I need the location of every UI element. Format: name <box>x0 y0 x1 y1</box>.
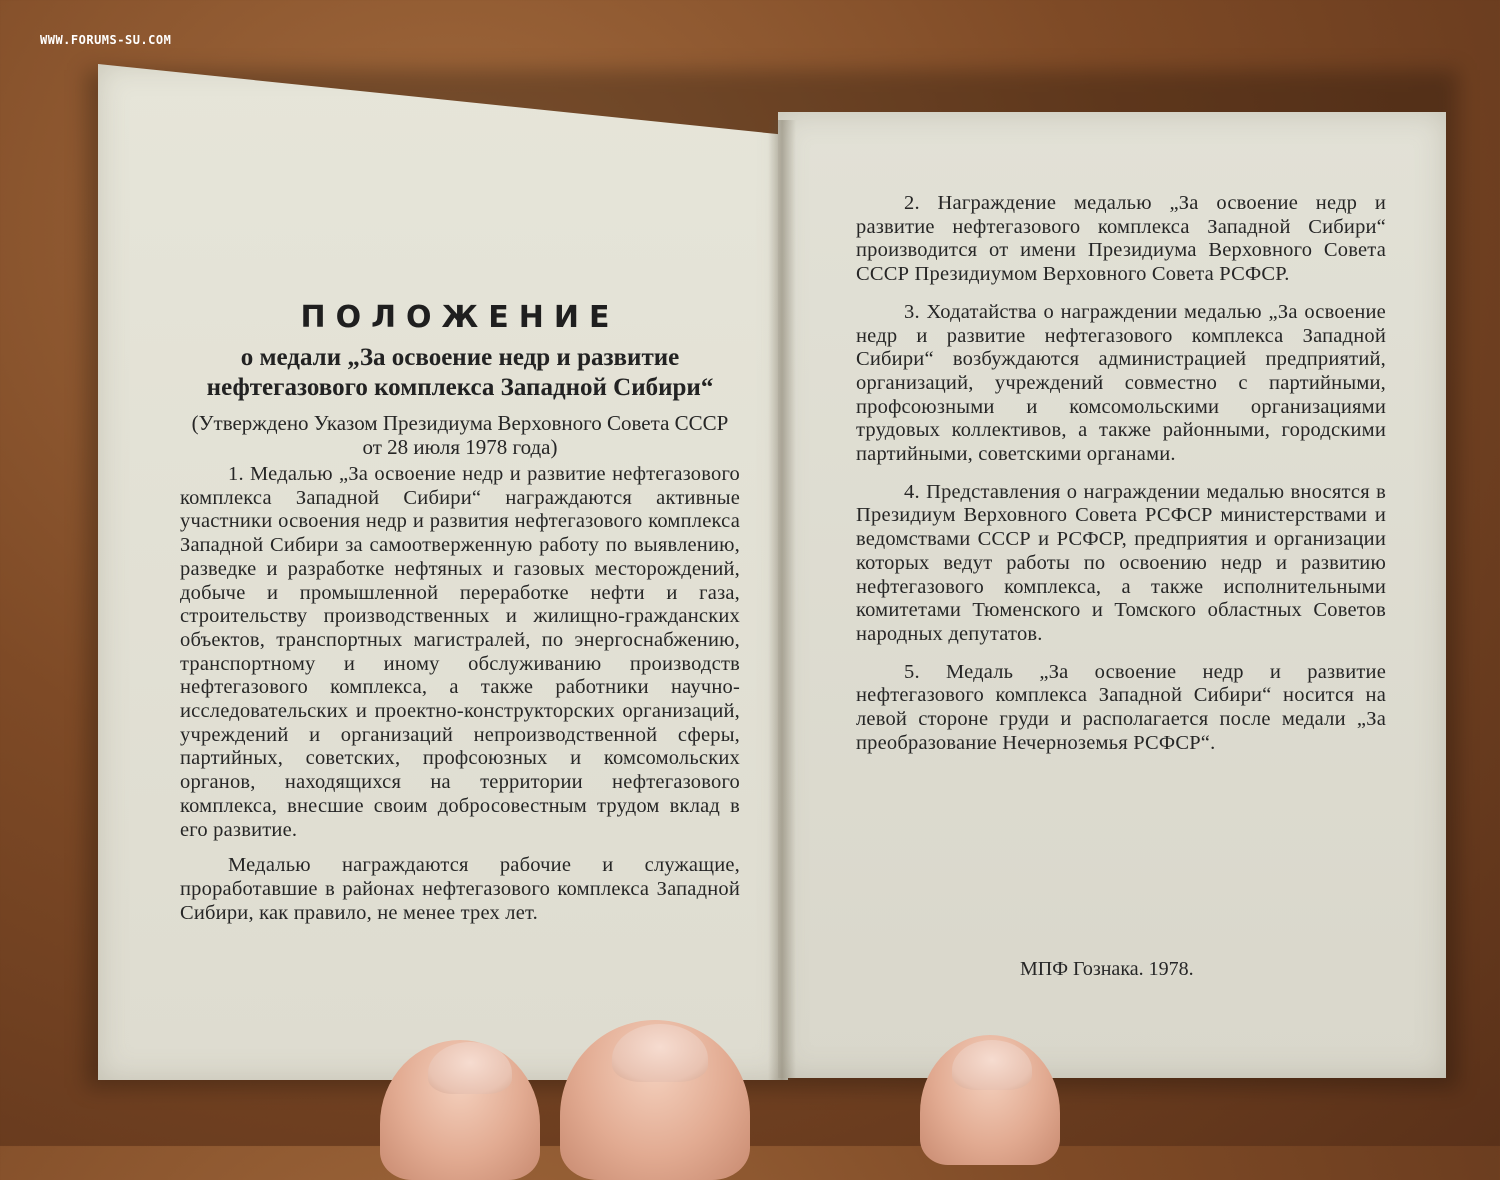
paragraph-1-continuation: Медалью награждаются рабочие и служащие, проработавшие в районах нефтегазового комплекса Западной Сибири, как правило, не менее трех лет. <box>180 854 740 924</box>
paragraph-4: 4. Представления о награждении медалью вносятся в Президиум Верховного Совета РСФСР министерствами и ведомствами СССР и РСФСР, предприятия и организации которых ведут работы по освоению недр и развитию нефтегазового комплекса, а также исполнительными комитетами Тюменского и Томского областных Советов народных депутатов. <box>856 480 1386 645</box>
left-page-text <box>180 300 740 925</box>
right-page-text <box>856 192 1386 755</box>
paragraph-2: 2. Награждение медалью „За освоение недр и развитие нефтегазового комплекса Западной Сибири“ производится от имени Президиума Верховного Совета СССР Президиумом Верховного Совета РСФСР. <box>856 192 1386 286</box>
approval-note: (Утверждено Указом Президиума Верховного Совета СССР от 28 июля 1978 года) <box>191 411 729 459</box>
book-gutter <box>768 120 796 1080</box>
watermark: WWW.FORUMS-SU.COM <box>40 33 172 47</box>
document-title: ПОЛОЖЕНИЕ <box>300 300 620 335</box>
paragraph-1: 1. Медалью „За освоение недр и развитие нефтегазового комплекса Западной Сибири“ награждаются активные участники освоения недр и развития нефтегазового комплекса Западной Сибири за самоотверженную работу по выявлению, разведке и разработке нефтяных и газовых месторождений, добыче и промышленной переработке нефти и газа, строительству производственных и жилищно-гражданских объектов, транспортных магистралей, по энергоснабжению, транспортному и иному обслуживанию производств нефтегазового комплекса, а также работники научно-исследовательских и проектно-конструкторских организаций, учреждений и организаций непроизводственной сферы, партийных, советских, профсоюзных и комсомольских органов, находящихся на территории нефтегазового комплекса, внесшие своим добросовестным трудом вклад в его развитие. <box>180 463 740 841</box>
printer-imprint: МПФ Гознака. 1978. <box>1020 958 1194 980</box>
subtitle-line-1: о медали „За освоение недр и развитие <box>240 344 680 371</box>
subtitle-line-2: нефтегазового комплекса Западной Сибири“ <box>206 374 714 401</box>
paragraph-3: 3. Ходатайства о награждении медалью „За освоение недр и развитие нефтегазового комплекса Западной Сибири“ возбуждаются администрацией предприятий, организаций, учреждений совместно с партийными, профсоюзными и комсомольскими организациями трудовых коллективов, а также районными, городскими партийными, советскими органами. <box>856 300 1386 466</box>
paragraph-5: 5. Медаль „За освоение недр и развитие нефтегазового комплекса Западной Сибири“ носится на левой стороне груди и располагается после медали „За преобразование Нечерноземья РСФСР“. <box>856 660 1386 754</box>
